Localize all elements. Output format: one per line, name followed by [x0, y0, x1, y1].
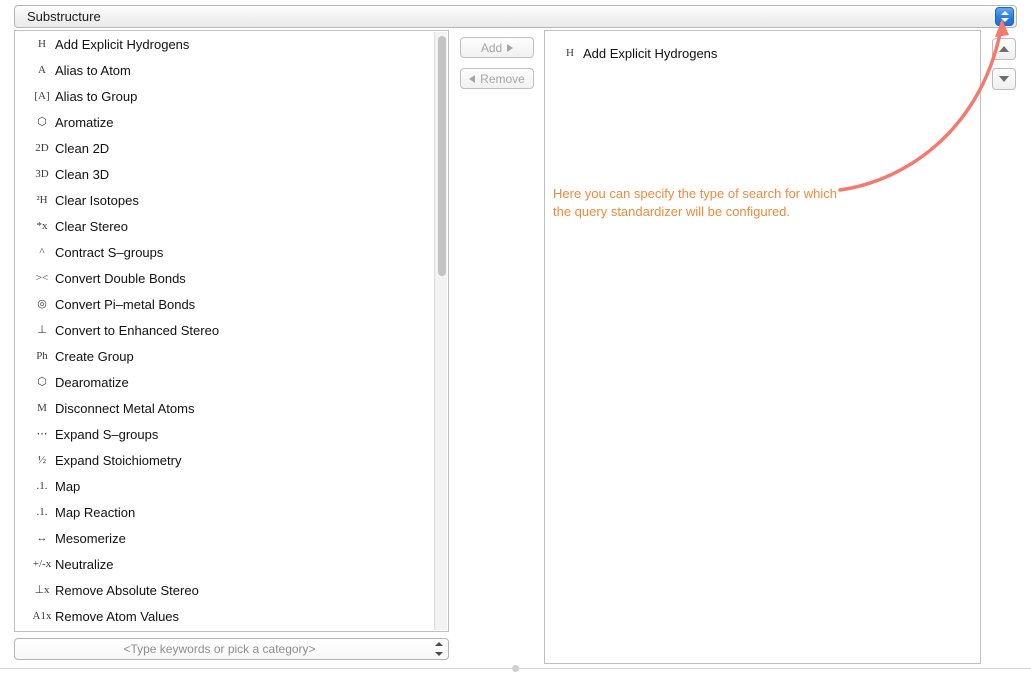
left-list-scrollbar[interactable]: [434, 32, 447, 630]
list-item-label: Map Reaction: [55, 504, 136, 520]
list-item-label: Aromatize: [55, 114, 114, 130]
action-icon: ↔: [36, 531, 48, 544]
available-actions-list[interactable]: [14, 30, 449, 632]
action-icon: +/-x: [32, 557, 52, 570]
list-item[interactable]: [15, 525, 435, 551]
list-item[interactable]: [15, 187, 435, 213]
hydrogen-icon: H: [566, 46, 574, 59]
chevron-down-icon: [1001, 18, 1009, 22]
triangle-up-icon: [999, 46, 1009, 52]
action-icon: ⬡: [37, 115, 47, 128]
list-item[interactable]: [15, 239, 435, 265]
list-item-label: Dearomatize: [55, 374, 129, 390]
list-item[interactable]: [15, 291, 435, 317]
list-item[interactable]: [15, 57, 435, 83]
triangle-down-icon: [999, 76, 1009, 82]
arrow-right-icon: [507, 44, 513, 52]
list-item[interactable]: [15, 551, 435, 577]
list-item[interactable]: [15, 603, 435, 629]
list-item[interactable]: [15, 499, 435, 525]
list-item-label: Alias to Group: [55, 88, 138, 104]
list-item-label: Mesomerize: [55, 530, 126, 546]
list-item[interactable]: [15, 577, 435, 603]
selected-actions-list[interactable]: [544, 30, 981, 664]
keyword-search-combobox[interactable]: [14, 638, 449, 660]
action-icon: ⋯: [36, 427, 48, 440]
available-actions-list-inner: [15, 31, 435, 631]
list-item[interactable]: [15, 421, 435, 447]
action-icon: M: [37, 401, 47, 414]
list-item-label: Clean 3D: [55, 166, 110, 182]
search-type-combobox[interactable]: [14, 5, 1017, 28]
action-icon: A1x: [32, 609, 52, 622]
list-item-label: Clear Stereo: [55, 218, 128, 234]
keyword-search-stepper-icon[interactable]: [433, 641, 445, 657]
list-item-label: Create Group: [55, 348, 134, 364]
list-item[interactable]: [15, 135, 435, 161]
list-item[interactable]: [15, 265, 435, 291]
arrow-left-icon: [469, 75, 475, 83]
list-item[interactable]: [15, 343, 435, 369]
action-icon: ⊥x: [34, 583, 50, 596]
list-item-label: Alias to Atom: [55, 62, 131, 78]
action-icon: ⊥: [37, 323, 47, 336]
list-item-label: Map: [55, 478, 81, 494]
list-item[interactable]: [15, 109, 435, 135]
action-icon: ><: [35, 271, 49, 284]
list-item[interactable]: [15, 447, 435, 473]
list-item-label: Disconnect Metal Atoms: [55, 400, 195, 416]
list-item[interactable]: [15, 395, 435, 421]
move-up-button[interactable]: [992, 38, 1016, 60]
keyword-search-placeholder: <Type keywords or pick a category>: [123, 642, 316, 656]
list-item[interactable]: [15, 369, 435, 395]
action-icon: A: [38, 63, 46, 76]
action-icon: ◎: [37, 297, 47, 310]
list-item[interactable]: [15, 83, 435, 109]
action-icon: .1.: [36, 505, 48, 518]
action-icon: ⬡: [37, 375, 47, 388]
action-icon: ^: [39, 245, 45, 258]
list-item-label: Convert Double Bonds: [55, 270, 186, 286]
search-type-label: Substructure: [27, 9, 101, 24]
chevron-up-icon: [1001, 11, 1009, 15]
list-item[interactable]: [15, 317, 435, 343]
list-item-label: Clean 2D: [55, 140, 110, 156]
action-icon: ½: [37, 453, 47, 466]
left-list-scrollbar-thumb[interactable]: [438, 36, 446, 276]
action-icon: H: [38, 37, 46, 50]
list-item[interactable]: [545, 40, 717, 66]
action-icon: 3D: [35, 167, 49, 180]
list-item-label: Convert Pi–metal Bonds: [55, 296, 196, 312]
list-item-label: Add Explicit Hydrogens: [583, 45, 718, 61]
add-button-label: Add: [480, 40, 503, 55]
action-icon: Ph: [36, 349, 48, 362]
list-item[interactable]: [15, 161, 435, 187]
chevron-down-icon: [435, 652, 443, 656]
move-down-button[interactable]: [992, 68, 1016, 90]
action-icon: [A]: [34, 89, 50, 102]
list-item-label: Contract S–groups: [55, 244, 164, 260]
list-item[interactable]: [15, 473, 435, 499]
list-item-label: Add Explicit Hydrogens: [55, 36, 190, 52]
chevron-up-icon: [435, 642, 443, 646]
up-down-stepper-icon[interactable]: [995, 7, 1014, 26]
add-button[interactable]: [460, 37, 534, 58]
list-item-label: Clear Isotopes: [55, 192, 139, 208]
list-item-label: Expand S–groups: [55, 426, 159, 442]
list-item-label: Remove Atom Values: [55, 608, 180, 624]
list-item-label: Expand Stoichiometry: [55, 452, 182, 468]
action-icon: ²H: [36, 193, 48, 206]
remove-button-label: Remove: [480, 71, 525, 86]
action-icon: *x: [36, 219, 48, 232]
remove-button[interactable]: [460, 68, 534, 89]
list-item-label: Convert to Enhanced Stereo: [55, 322, 220, 338]
action-icon: .1.: [36, 479, 48, 492]
list-item[interactable]: [15, 213, 435, 239]
list-item[interactable]: [15, 31, 435, 57]
resize-handle[interactable]: [512, 665, 519, 672]
action-icon: 2D: [35, 141, 49, 154]
list-item-label: Remove Absolute Stereo: [55, 582, 199, 598]
list-item-label: Neutralize: [55, 556, 114, 572]
annotation-text: Here you can specify the type of search for which the query standardizer will be configured.: [553, 186, 837, 219]
